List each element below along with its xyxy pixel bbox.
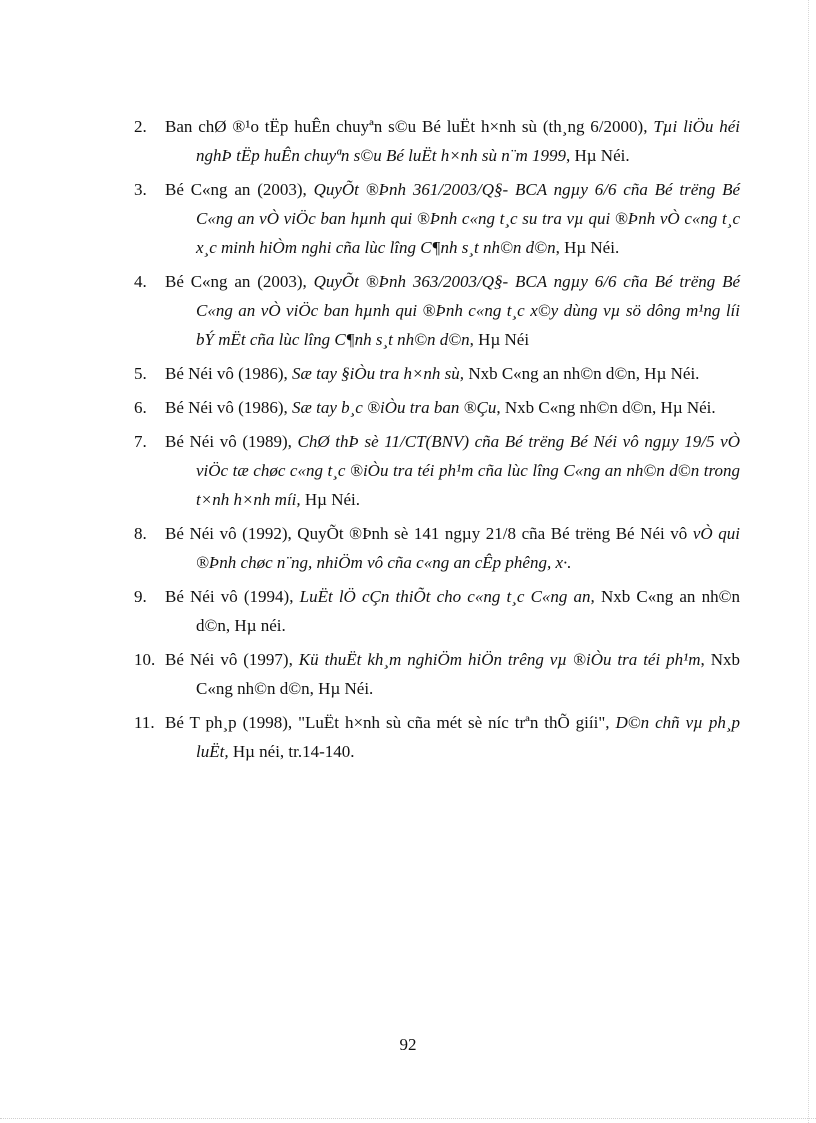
- reference-text-segment: Bé Néi vô (1997),: [165, 650, 299, 669]
- reference-title-italic: Sæ tay b¸c ®iÒu tra ban ®Çu: [292, 398, 497, 417]
- reference-title-italic: ChØ thÞ sè 11/CT(BNV) cña Bé trëng Bé Néi vô ngµy 19/5 vÒ viÖc tæ chøc c«ng t¸c ®iÒu tra téi ph¹m cña lùc lîng C«ng an nh©n d©n trong t×nh h×nh míi,: [196, 432, 740, 509]
- reference-text: [165, 267, 740, 354]
- reference-number: 8.: [134, 524, 147, 543]
- reference-text: [165, 175, 740, 262]
- reference-list: [134, 112, 740, 771]
- reference-text-segment: Hµ Néi.: [300, 490, 361, 509]
- reference-item: [134, 582, 740, 640]
- reference-text: [165, 112, 741, 170]
- reference-item: [134, 267, 740, 354]
- reference-text-segment: , Nxb C«ng nh©n d©n, Hµ Néi.: [496, 398, 716, 417]
- reference-text: [165, 708, 740, 766]
- reference-title-italic: Tµi liÖu héi nghÞ tËp huÊn chuyªn s©u Bé luËt h×nh sù n¨m 1999: [196, 117, 741, 165]
- reference-title-italic: Sæ tay §iÒu tra h×nh sù,: [292, 364, 465, 383]
- reference-text: [165, 359, 740, 388]
- reference-text-segment: Bé Néi vô (1992), QuyÕt ®Þnh sè 141 ngµy 21/8 cña Bé trëng Bé Néi vô: [165, 524, 693, 543]
- reference-item: [134, 175, 740, 262]
- reference-text-segment: , Nxb C«ng nh©n d©n, Hµ Néi.: [196, 650, 740, 698]
- reference-item: [134, 427, 740, 514]
- reference-item: [134, 645, 740, 703]
- reference-text-segment: Ban chØ ®¹o tËp huÊn chuyªn s©u Bé luËt h×nh sù (th¸ng 6/2000),: [165, 117, 654, 136]
- reference-text-segment: Nxb C«ng an nh©n d©n, Hµ Néi.: [464, 364, 700, 383]
- reference-item: [134, 708, 740, 766]
- reference-text: [165, 427, 740, 514]
- reference-text: [165, 519, 740, 577]
- reference-title-italic: Kü thuËt kh¸m nghiÖm hiÖn trêng vµ ®iÒu tra téi ph¹m: [298, 650, 701, 669]
- reference-title-italic: D©n chñ vµ ph¸p luËt,: [196, 713, 740, 761]
- reference-text-segment: , Hµ Néi: [469, 330, 530, 349]
- reference-text-segment: Bé C«ng an (2003),: [165, 272, 314, 291]
- reference-title-italic: LuËt lÖ cÇn thiÕt cho c«ng t¸c C«ng an,: [299, 587, 595, 606]
- right-margin-dotted-rule: [808, 0, 809, 1123]
- reference-text-segment: , Hµ Néi.: [555, 238, 620, 257]
- reference-number: 6.: [134, 398, 147, 417]
- page-number: 92: [399, 1035, 417, 1054]
- reference-item: [134, 112, 740, 170]
- reference-number: 3.: [134, 180, 147, 199]
- reference-number: 5.: [134, 364, 147, 383]
- reference-number: 4.: [134, 272, 147, 291]
- reference-item: [134, 519, 740, 577]
- reference-text: [165, 393, 740, 422]
- reference-text: [165, 582, 740, 640]
- reference-number: 11.: [134, 713, 155, 732]
- reference-text-segment: Bé Néi vô (1989),: [165, 432, 298, 451]
- reference-text-segment: Hµ néi, tr.14-140.: [228, 742, 355, 761]
- reference-text-segment: Bé C«ng an (2003),: [165, 180, 314, 199]
- reference-title-italic: vÒ qui ®Þnh chøc n¨ng, nhiÖm vô cña c«ng an cÊp phêng, x·.: [196, 524, 740, 572]
- reference-number: 10.: [134, 650, 156, 669]
- reference-text: [165, 645, 740, 703]
- reference-text-segment: , Hµ Néi.: [565, 146, 630, 165]
- reference-text-segment: Bé Néi vô (1986),: [165, 398, 293, 417]
- reference-text-segment: Bé Néi vô (1986),: [165, 364, 293, 383]
- reference-title-italic: QuyÕt ®Þnh 363/2003/Q§- BCA ngµy 6/6 cña Bé trëng Bé C«ng an vÒ viÖc ban hµnh qui ®Þnh c«ng t¸c x©y dùng vµ sö dông m¹ng líi bÝ mËt cña lùc lîng C¶nh s¸t nh©n d©n: [196, 272, 740, 349]
- reference-text-segment: Bé Néi vô (1994),: [165, 587, 300, 606]
- reference-title-italic: QuyÕt ®Þnh 361/2003/Q§- BCA ngµy 6/6 cña Bé trëng Bé C«ng an vÒ viÖc ban hµnh qui ®Þnh c«ng t¸c su tra vµ qui ®Þnh vÒ c«ng t¸c x¸c minh hiÒm nghi cña lùc lîng C¶nh s¸t nh©n d©n: [196, 180, 740, 257]
- reference-text-segment: Bé T ph¸p (1998), "LuËt h×nh sù cña mét sè níc trªn thÕ giíi",: [165, 713, 616, 732]
- reference-item: [134, 393, 740, 422]
- reference-number: 9.: [134, 587, 147, 606]
- reference-text-segment: Nxb C«ng an nh©n d©n, Hµ néi.: [196, 587, 740, 635]
- footer-dotted-rule: [0, 1118, 816, 1119]
- reference-item: [134, 359, 740, 388]
- reference-number: 7.: [134, 432, 147, 451]
- reference-number: 2.: [134, 117, 147, 136]
